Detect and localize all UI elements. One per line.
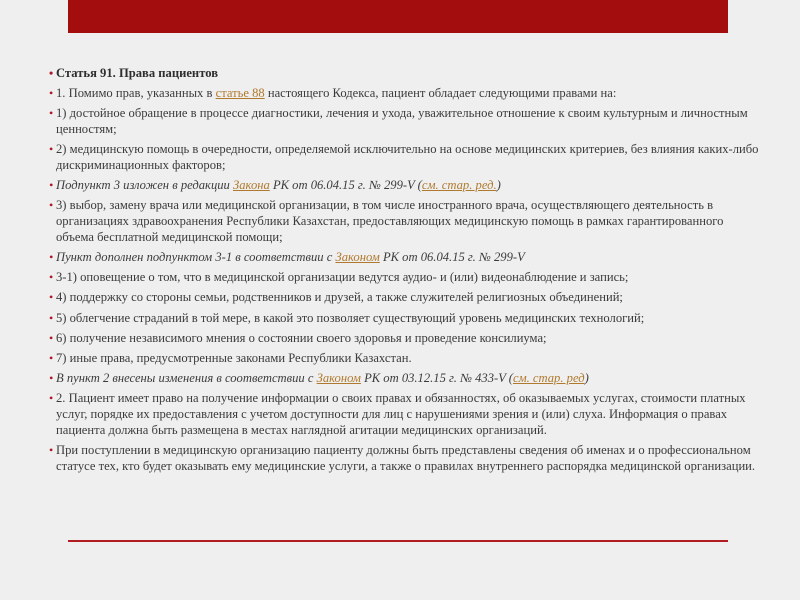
bullet-icon: • <box>49 142 54 157</box>
list-item: • 3-1) оповещение о том, что в медицинской организации ведутся аудио- и (или) видеонаблюдение и запись; <box>49 270 629 285</box>
amendment-note: • Подпункт 3 изложен в редакции Закона РК от 06.04.15 г. № 299-V (см. стар. ред.) <box>49 178 501 193</box>
footer-divider <box>68 540 728 542</box>
article-88-link[interactable]: статье 88 <box>215 86 265 101</box>
list-item: • 2. Пациент имеет право на получение информации о своих правах и обязанностях, об оказываемых услугах, стоимости платных услуг, порядке их предоставления с учетом доступности для лиц с нарушениями зрения и (или) слуха. Информация о правах пациента должна быть размещена в местах наглядной агитации медицинских организаций. <box>49 391 746 437</box>
article-content <box>50 66 762 479</box>
amendment-note: • В пункт 2 внесены изменения в соответствии с Законом РК от 03.12.15 г. № 433-V (см. стар. ред) <box>49 371 589 386</box>
article-title-item <box>50 66 762 82</box>
law-link[interactable]: Законом <box>316 371 361 386</box>
bullet-icon: • <box>49 330 54 345</box>
list-item: • 4) поддержку со стороны семьи, родственников и друзей, а также служителей религиозных объединений; <box>49 290 623 305</box>
law-link[interactable]: Закона <box>233 178 270 193</box>
bullet-icon: • <box>49 178 54 193</box>
list-item: • 2) медицинскую помощь в очередности, определяемой исключительно на основе медицинских критериев, без влияния каких-либо дискриминационных факторов; <box>49 142 759 173</box>
old-edition-link[interactable]: см. стар. ред. <box>421 178 497 193</box>
bullet-icon: • <box>49 310 54 325</box>
bullet-icon: • <box>49 443 54 458</box>
bullet-icon: • <box>49 106 54 121</box>
list-item: • 6) получение независимого мнения о состоянии своего здоровья и проведение консилиума; <box>49 330 547 345</box>
bullet-icon: • <box>49 86 54 101</box>
list-item: • 3) выбор, замену врача или медицинской организации, в том числе иностранного врача, осуществляющего деятельность в организациях здравоохранения Республики Казахстан, предоставляющих медицинскую помощь в рамках гарантированного объема бесплатной медицинской помощи; <box>49 198 724 244</box>
list-item: • 5) облегчение страданий в той мере, в какой это позволяет существующий уровень медицинских технологий; <box>49 310 645 325</box>
bullet-icon: • <box>49 250 54 265</box>
amendment-note: • Пункт дополнен подпунктом 3-1 в соответствии с Законом РК от 06.04.15 г. № 299-V <box>49 250 525 265</box>
article-title: Статья 91. Права пациентов <box>56 66 218 80</box>
list-item: • 7) иные права, предусмотренные законами Республики Казахстан. <box>49 351 412 366</box>
bullet-icon: • <box>49 198 54 213</box>
bullet-icon: • <box>49 270 54 285</box>
old-edition-link[interactable]: см. стар. ред <box>513 371 585 386</box>
law-link[interactable]: Законом <box>335 250 380 265</box>
list-item: • 1) достойное обращение в процессе диагностики, лечения и ухода, уважительное отношение к своим культурным и личностным ценностям; <box>49 106 748 137</box>
bullet-icon: • <box>49 290 54 305</box>
list-item: • 1. Помимо прав, указанных в статье 88 настоящего Кодекса, пациент обладает следующими правами на: <box>49 86 617 101</box>
list-item: • При поступлении в медицинскую организацию пациенту должны быть представлены сведения об именах и о профессиональном статусе тех, кто будет оказывать ему медицинские услуги, а также о правилах внутреннего распорядка медицинской организации. <box>49 443 756 473</box>
bullet-icon: • <box>49 351 54 366</box>
bullet-icon: • <box>49 371 54 386</box>
bullet-icon: • <box>49 391 54 406</box>
header-bar <box>68 0 728 33</box>
bullet-icon: • <box>49 66 54 80</box>
